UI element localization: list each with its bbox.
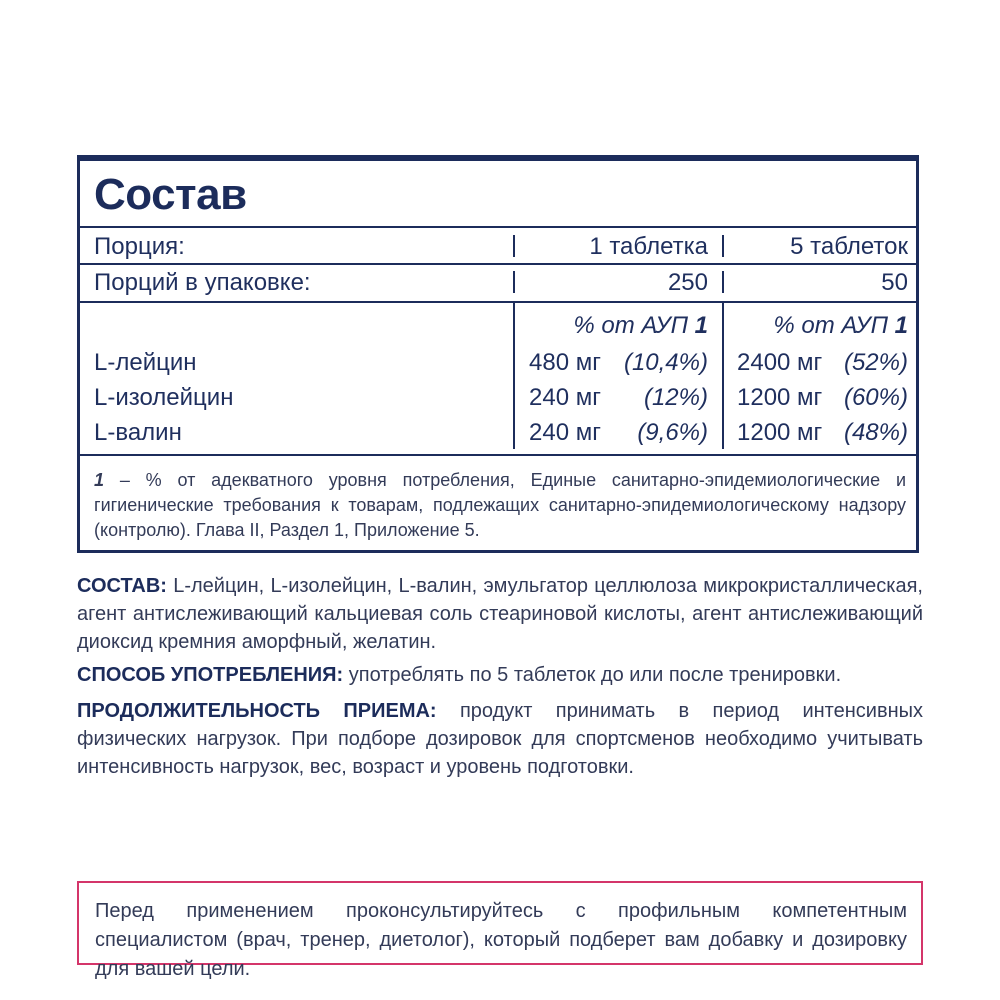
duration-text: продукт принимать в период интенсивных физических нагрузок. При подборе дозировок для спортсменов необходимо учитывать интенсивность нагрузок, вес, возраст и уровень подготовки.: [77, 700, 924, 778]
serving-col2: 5 таблеток: [790, 233, 908, 260]
servings-per-pack-label: Порций в упаковке:: [94, 269, 311, 296]
panel-title: Состав: [94, 170, 247, 219]
usage-paragraph: [77, 661, 923, 689]
servings-per-pack-col2: 50: [881, 269, 908, 296]
ingredient-name: L-лейцин: [94, 349, 197, 376]
composition-panel: [77, 155, 919, 553]
ingredient-amount-col1: 240 мг: [529, 384, 601, 411]
column-separator: [722, 271, 724, 293]
ingredient-percent-col1: (10,4%): [623, 349, 708, 376]
ingredient-name: L-изолейцин: [94, 384, 234, 411]
warning-text: Перед применением проконсультируйтесь с профильным компетентным специалистом (врач, тренер, диетолог), который подберет вам добавку и дозировку для вашей цели.: [95, 900, 907, 980]
footnote: [94, 468, 906, 543]
ingredient-amount-col1: 480 мг: [529, 349, 601, 376]
composition-paragraph: [77, 572, 923, 656]
divider: [80, 454, 916, 456]
ingredient-percent-col2: (52%): [843, 349, 908, 376]
column-separator: [513, 303, 515, 449]
divider: [80, 226, 916, 228]
ingredient-percent-col1: (12%): [643, 384, 708, 411]
composition-text: L-лейцин, L-изолейцин, L-валин, эмульгатор целлюлоза микрокристаллическая, агент антислеживающий кальциевая соль стеариновой кислоты, агент антислеживающий диоксид кремния аморфный, желатин.: [77, 575, 923, 653]
ingredient-percent-col2: (48%): [843, 419, 908, 446]
composition-label: СОСТАВ:: [77, 575, 167, 597]
aup-header-col2: % от АУП 1: [773, 312, 908, 339]
divider: [80, 263, 916, 265]
serving-col1: 1 таблетка: [589, 233, 708, 260]
ingredient-name: L-валин: [94, 419, 182, 446]
ingredient-amount-col2: 1200 мг: [737, 384, 823, 411]
footnote-text: – % от адекватного уровня потребления, Единые санитарно-эпидемиологические и гигиенические требования к товарам, подлежащих санитарно-эпидемиологическому надзору (контролю). Глава II, Раздел 1, Приложение 5.: [94, 470, 906, 540]
serving-label: Порция:: [94, 233, 185, 260]
column-separator: [513, 235, 515, 257]
ingredient-amount-col2: 1200 мг: [737, 419, 823, 446]
servings-per-pack-col1: 250: [667, 269, 708, 296]
ingredient-amount-col1: 240 мг: [529, 419, 601, 446]
duration-paragraph: [77, 697, 923, 781]
aup-header-col1: % от АУП 1: [573, 312, 708, 339]
column-separator: [722, 303, 724, 449]
footnote-mark: 1: [94, 470, 105, 490]
usage-label: СПОСОБ УПОТРЕБЛЕНИЯ:: [77, 664, 344, 686]
column-separator: [513, 271, 515, 293]
warning-box: [77, 881, 923, 980]
usage-text: употреблять по 5 таблеток до или после тренировки.: [343, 664, 842, 686]
ingredient-amount-col2: 2400 мг: [737, 349, 823, 376]
duration-label: ПРОДОЛЖИТЕЛЬНОСТЬ ПРИЕМА:: [77, 700, 437, 722]
ingredient-percent-col2: (60%): [843, 384, 908, 411]
ingredient-percent-col1: (9,6%): [637, 419, 708, 446]
divider: [80, 301, 916, 303]
column-separator: [722, 235, 724, 257]
